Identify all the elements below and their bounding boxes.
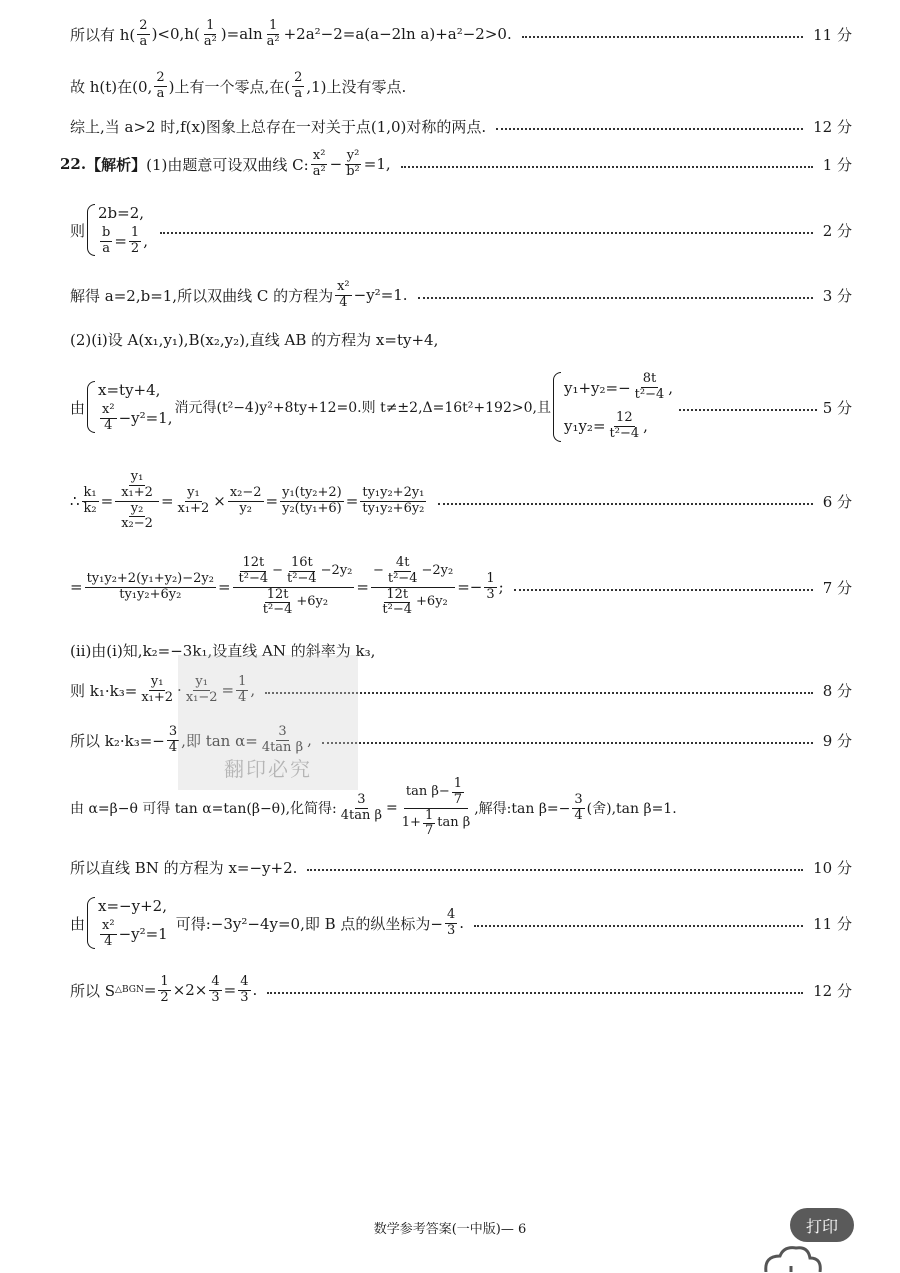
line-conclusion [70,114,852,138]
text: 2b=2, [98,203,145,222]
text: = [345,492,359,510]
compound-fraction [400,777,472,840]
text: −2y₂ [421,562,454,578]
fraction: $\frac{12t}{\text{t²−4}}$ [382,586,413,618]
fraction: $\frac{1}{7}$ [453,775,463,807]
text: 所以 k₂·k₃=− [70,731,165,750]
fraction: $\frac{\text{x²}}{4}$ [337,278,350,310]
text: 由 [70,914,86,933]
fraction: $\frac{1}{\text{a²}}$ [203,17,217,49]
text: −2y₂ [320,562,353,578]
page-footer: 数学参考答案(一中版)— 6 [373,1222,527,1237]
text: . [459,914,465,932]
score-label: 5 分 [822,398,852,417]
fraction: $\frac{3}{4}$ [168,723,178,755]
equation-system [553,372,673,442]
fraction: $\frac{\text{x²}}{\text{a²}}$ [312,147,326,179]
text: −y²=1 [118,925,168,943]
score-label: 7 分 [822,578,852,597]
score-label: 12 分 [813,117,852,136]
text: (ⅱ)由(ⅰ)知,k₂=−3k₁,设直线 AN 的斜率为 k₃, [70,641,376,660]
fraction: $\frac{1}{7}$ [424,807,434,839]
text: −y²=1, [118,409,173,427]
line-zero-point [70,66,852,106]
text: ,1)上没有零点. [306,77,407,96]
fraction: $\frac{\text{y₂}}{\text{x₂−2}}$ [121,500,153,532]
text: , [668,378,674,397]
text: 所以 S [70,981,116,1000]
fraction: $\frac{2}{a}$ [156,69,165,101]
text: ,解得:tan β=− [474,801,571,817]
text: 解得 a=2,b=1,所以双曲线 C 的方程为 [70,286,334,305]
line-hyperbola-eq [70,276,852,314]
text: y₁+y₂=− [563,378,631,397]
dotted-leader [267,992,803,994]
score-label: 12 分 [813,981,852,1000]
fraction: $\frac{\text{k₁}}{\text{k₂}}$ [83,484,97,516]
fraction: $\frac{\text{y₁}}{\text{x₁+2}}$ [121,468,153,500]
text: · [177,681,182,699]
text: = [114,232,127,250]
line-system-1 [70,195,852,265]
text: , [250,681,256,699]
dotted-leader [522,36,803,38]
dotted-leader [418,297,813,299]
text: . [252,981,258,999]
equation-system [87,204,148,257]
text: (舍),tan β=1. [586,801,677,817]
text: +6y₂ [416,594,448,610]
text: ∴ [70,492,80,510]
text: 由 α=β−θ 可得 tan α=tan(β−θ),化简得: [70,801,337,817]
dotted-leader [322,742,813,744]
fraction: $\frac{\text{x₂−2}}{\text{y₂}}$ [229,484,262,516]
text: =− [457,578,483,596]
problem-22-header [60,145,852,183]
fraction: $\frac{1}{\text{a²}}$ [266,17,280,49]
text: = [221,681,235,699]
text: tan β− [405,783,450,799]
brace [87,897,95,950]
text: 综上,当 a>2 时,f(x)图象上总存在一对关于点(1,0)对称的两点. [70,117,487,136]
text: 所以直线 BN 的方程为 x=−y+2. [70,858,298,877]
score-label: 9 分 [822,731,852,750]
text: 所以有 h( [70,25,136,44]
text: )<0,h( [151,25,200,43]
text: = [356,578,369,596]
fraction: $\frac{\text{y₁}}{\text{x₁+2}}$ [177,484,210,516]
text: , [143,232,148,250]
dotted-leader [160,232,813,234]
fraction: $\frac{\text{y₁}}{\text{x₁+2}}$ [141,673,174,705]
fraction: $\frac{16t}{\text{t²−4}}$ [287,554,317,586]
fraction: $\frac{12t}{\text{t²−4}}$ [262,586,293,618]
dotted-leader [514,589,813,591]
fraction: $\frac{b}{a}$ [102,224,111,256]
fraction: $\frac{1}{4}$ [238,673,247,705]
text: − [272,562,284,578]
brace [553,372,561,442]
text: 1+ [401,815,421,831]
text: − [372,562,384,578]
compound-fraction [115,470,159,533]
score-label: 6 分 [822,492,852,511]
text: = [70,578,83,596]
fraction: $\frac{2}{a}$ [139,17,148,49]
text: = [217,578,231,596]
fraction: $\frac{4}{3}$ [211,973,220,1005]
dotted-leader [438,503,812,505]
text: = [100,492,114,510]
text: − [329,155,343,173]
line-slope-ratio [70,462,852,540]
fraction: $\frac{1}{2}$ [130,224,140,256]
dotted-leader [401,166,813,168]
dotted-leader [307,869,803,871]
fraction: $\frac{4}{3}$ [446,906,456,938]
text: = [143,981,157,999]
text: 则 [70,221,86,240]
watermark-text: 翻印必究 [224,757,312,781]
text: tan β [437,815,471,831]
equation-system [87,897,168,950]
analysis-tag: 【解析】 [86,155,147,174]
fraction: $\frac{12}{\text{t²−4}}$ [609,410,640,441]
brace [87,204,95,257]
text: x=ty+4, [98,380,161,399]
fraction: $\frac{8t}{\text{t²−4}}$ [634,371,665,403]
line-part2-setup [70,327,852,351]
fraction: $\frac{3}{\text{4tan β}}$ [261,723,304,755]
text: = [265,492,279,510]
cloud-icon [758,1244,828,1272]
fraction: $\frac{\text{ty₁y₂+2(y₁+y₂)−2y₂}}{\text{ty₁y₂+6y₂}}$ [86,570,214,602]
text: = [160,492,174,510]
compound-fraction [233,556,355,619]
fraction: $\frac{\text{y²}}{\text{b²}}$ [346,147,360,179]
brace [87,381,95,434]
fraction: $\frac{2}{a}$ [294,69,303,101]
line-simplify [70,546,852,628]
text: −y²=1. [353,286,408,304]
fraction: $\frac{1}{2}$ [160,973,169,1005]
text: =1, [363,155,391,173]
fraction: $\frac{4t}{\text{t²−4}}$ [387,554,418,586]
text: +2a²−2=a(a−2ln a)+a²−2>0. [283,25,512,43]
text: +6y₂ [296,594,329,610]
dotted-leader [496,128,803,130]
fraction: $\frac{3}{4}$ [574,791,583,823]
text: ,即 tan α= [181,731,258,750]
text: 故 h(t)在(0, [70,77,153,96]
text: 由 [70,398,86,417]
text: 消元得(t²−4)y²+8ty+12=0.则 t≠±2,Δ=16t²+192>0,且 [174,400,551,416]
line-bn-eq [70,855,852,879]
text: y₁y₂= [563,417,606,436]
fraction: $\frac{1}{3}$ [486,570,495,602]
problem-number: 22. [60,155,87,173]
text: (2)(ⅰ)设 A(x₁,y₁),B(x₂,y₂),直线 AB 的方程为 x=ty+4, [70,330,439,349]
fraction: $\frac{\text{ty₁y₂+2y₁}}{\text{ty₁y₂+6y₂}}$ [362,484,425,516]
score-label: 2 分 [822,221,852,240]
fraction: $\frac{\text{y₁(ty₂+2)}}{\text{y₂(ty₁+6)}}$ [282,484,342,516]
score-label: 10 分 [813,858,852,877]
text: 则 k₁·k₃= [70,681,138,700]
score-label: 3 分 [822,286,852,305]
score-label: 8 分 [822,681,852,700]
score-label: 11 分 [813,25,852,44]
line-system-2 [70,362,852,452]
subscript: △BGN [115,985,144,995]
text: (1)由题意可设双曲线 C: [146,155,309,174]
fraction: $\frac{\text{y₁}}{\text{x₁−2}}$ [185,673,218,705]
watermark [178,655,358,790]
fraction: $\frac{\text{x²}}{4}$ [102,401,115,433]
fraction: $\frac{\text{x²}}{4}$ [102,917,115,949]
text: x=−y+2, [98,896,167,915]
text: )上有一个零点,在( [168,77,291,96]
score-label: 11 分 [813,914,852,933]
text: , [307,731,312,749]
text: ; [498,578,504,596]
fraction: $\frac{4}{3}$ [240,973,249,1005]
dotted-leader [679,409,817,411]
text: = [386,800,398,816]
print-button[interactable]: 打印 [790,1208,854,1242]
dotted-leader [474,925,803,927]
fraction: $\frac{12t}{\text{t²−4}}$ [238,554,269,586]
equation-system [87,381,172,434]
text: )=aln [220,25,263,43]
line-area [70,970,852,1010]
text: × [213,492,226,510]
line-11-score [70,14,852,54]
line-system-3 [70,888,852,958]
score-label: 1 分 [822,155,852,174]
compound-fraction [371,556,455,619]
text: 可得:−3y²−4y=0,即 B 点的纵坐标为− [175,914,443,933]
text: = [223,981,237,999]
text: ×2× [172,981,208,999]
fraction: $\frac{3}{\text{4tan β}}$ [340,791,383,823]
text: , [643,417,648,436]
